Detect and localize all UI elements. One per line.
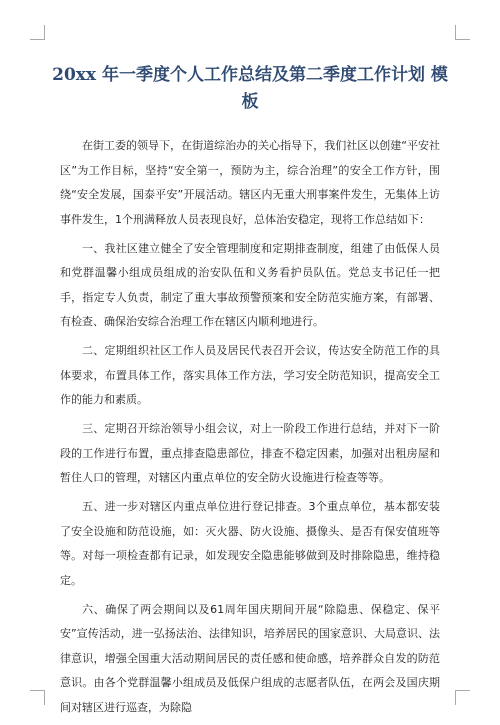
title-year: 20xx	[52, 65, 97, 85]
crop-mark-bottom-right	[455, 690, 470, 705]
paragraph-item-1: 一、我社区建立健全了安全管理制度和定期排查制度，组建了由低保人员和党群温馨小组成员组成的治安队伍和义务看护员队伍。党总支书记任一把手，指定专人负责，制定了重大事故预警预案和安全防范实施方案，有部署、有检查、确保治安综合治理工作在辖区内顺利地进行。	[60, 241, 440, 328]
paragraph-item-3: 三、定期召开综治领导小组会议，对上一阶段工作进行总结，并对下一阶段的工作进行布置，重点排查隐患部位，排查不稳定因素，加强对出租房屋和暂住人口的管理，对辖区内重点单位的安全防火设施进行检查等等。	[60, 422, 440, 484]
crop-mark-top-left	[30, 25, 45, 40]
paragraph-item-2: 二、定期组织社区工作人员及居民代表召开会议，传达安全防范工作的具体要求，布置具体工作，落实具体工作方法，学习安全防范知识，提高安全工作的能力和素质。	[60, 344, 440, 406]
paragraph-intro: 在街工委的领导下，在街道综治办的关心指导下，我们社区以创建“平安社区”为工作目标，坚持“安全第一，预防为主，综合治理”的安全工作方针，围绕“安全发展，国泰平安”开展活动。辖区内无重大刑事案件发生，无集体上访事件发生，1个刑满释放人员表现良好，总体治安稳定，现将工作总结如下：	[60, 139, 440, 226]
document-title	[48, 62, 452, 116]
paragraph-item-5: 五、进一步对辖区内重点单位进行登记排查。3个重点单位，基本都安装了安全设施和防范设施，如：灭火器、防火设施、摄像头、是否有保安值班等等。对每一项检查都有记录，如发现安全隐患能够做到及时排除隐患，维持稳定。	[60, 500, 440, 587]
title-text: 年一季度个人工作总结及第二季度工作计划 模板	[101, 65, 448, 112]
document-body	[60, 134, 440, 725]
crop-mark-bottom-left	[30, 690, 45, 705]
paragraph-item-6: 六、确保了两会期间以及61周年国庆期间开展“除隐患、保稳定、保平安”宣传活动，进一弘扬法治、法律知识，培养居民的国家意识、大局意识、法律意识，增强全国重大活动期间居民的责任感和使命感，培养群众自发的防范意识。由各个党群温馨小组成员及低保户组成的志愿者队伍，在两会及国庆期间对辖区进行巡查，为除隐	[60, 602, 440, 714]
crop-mark-top-right	[455, 25, 470, 40]
